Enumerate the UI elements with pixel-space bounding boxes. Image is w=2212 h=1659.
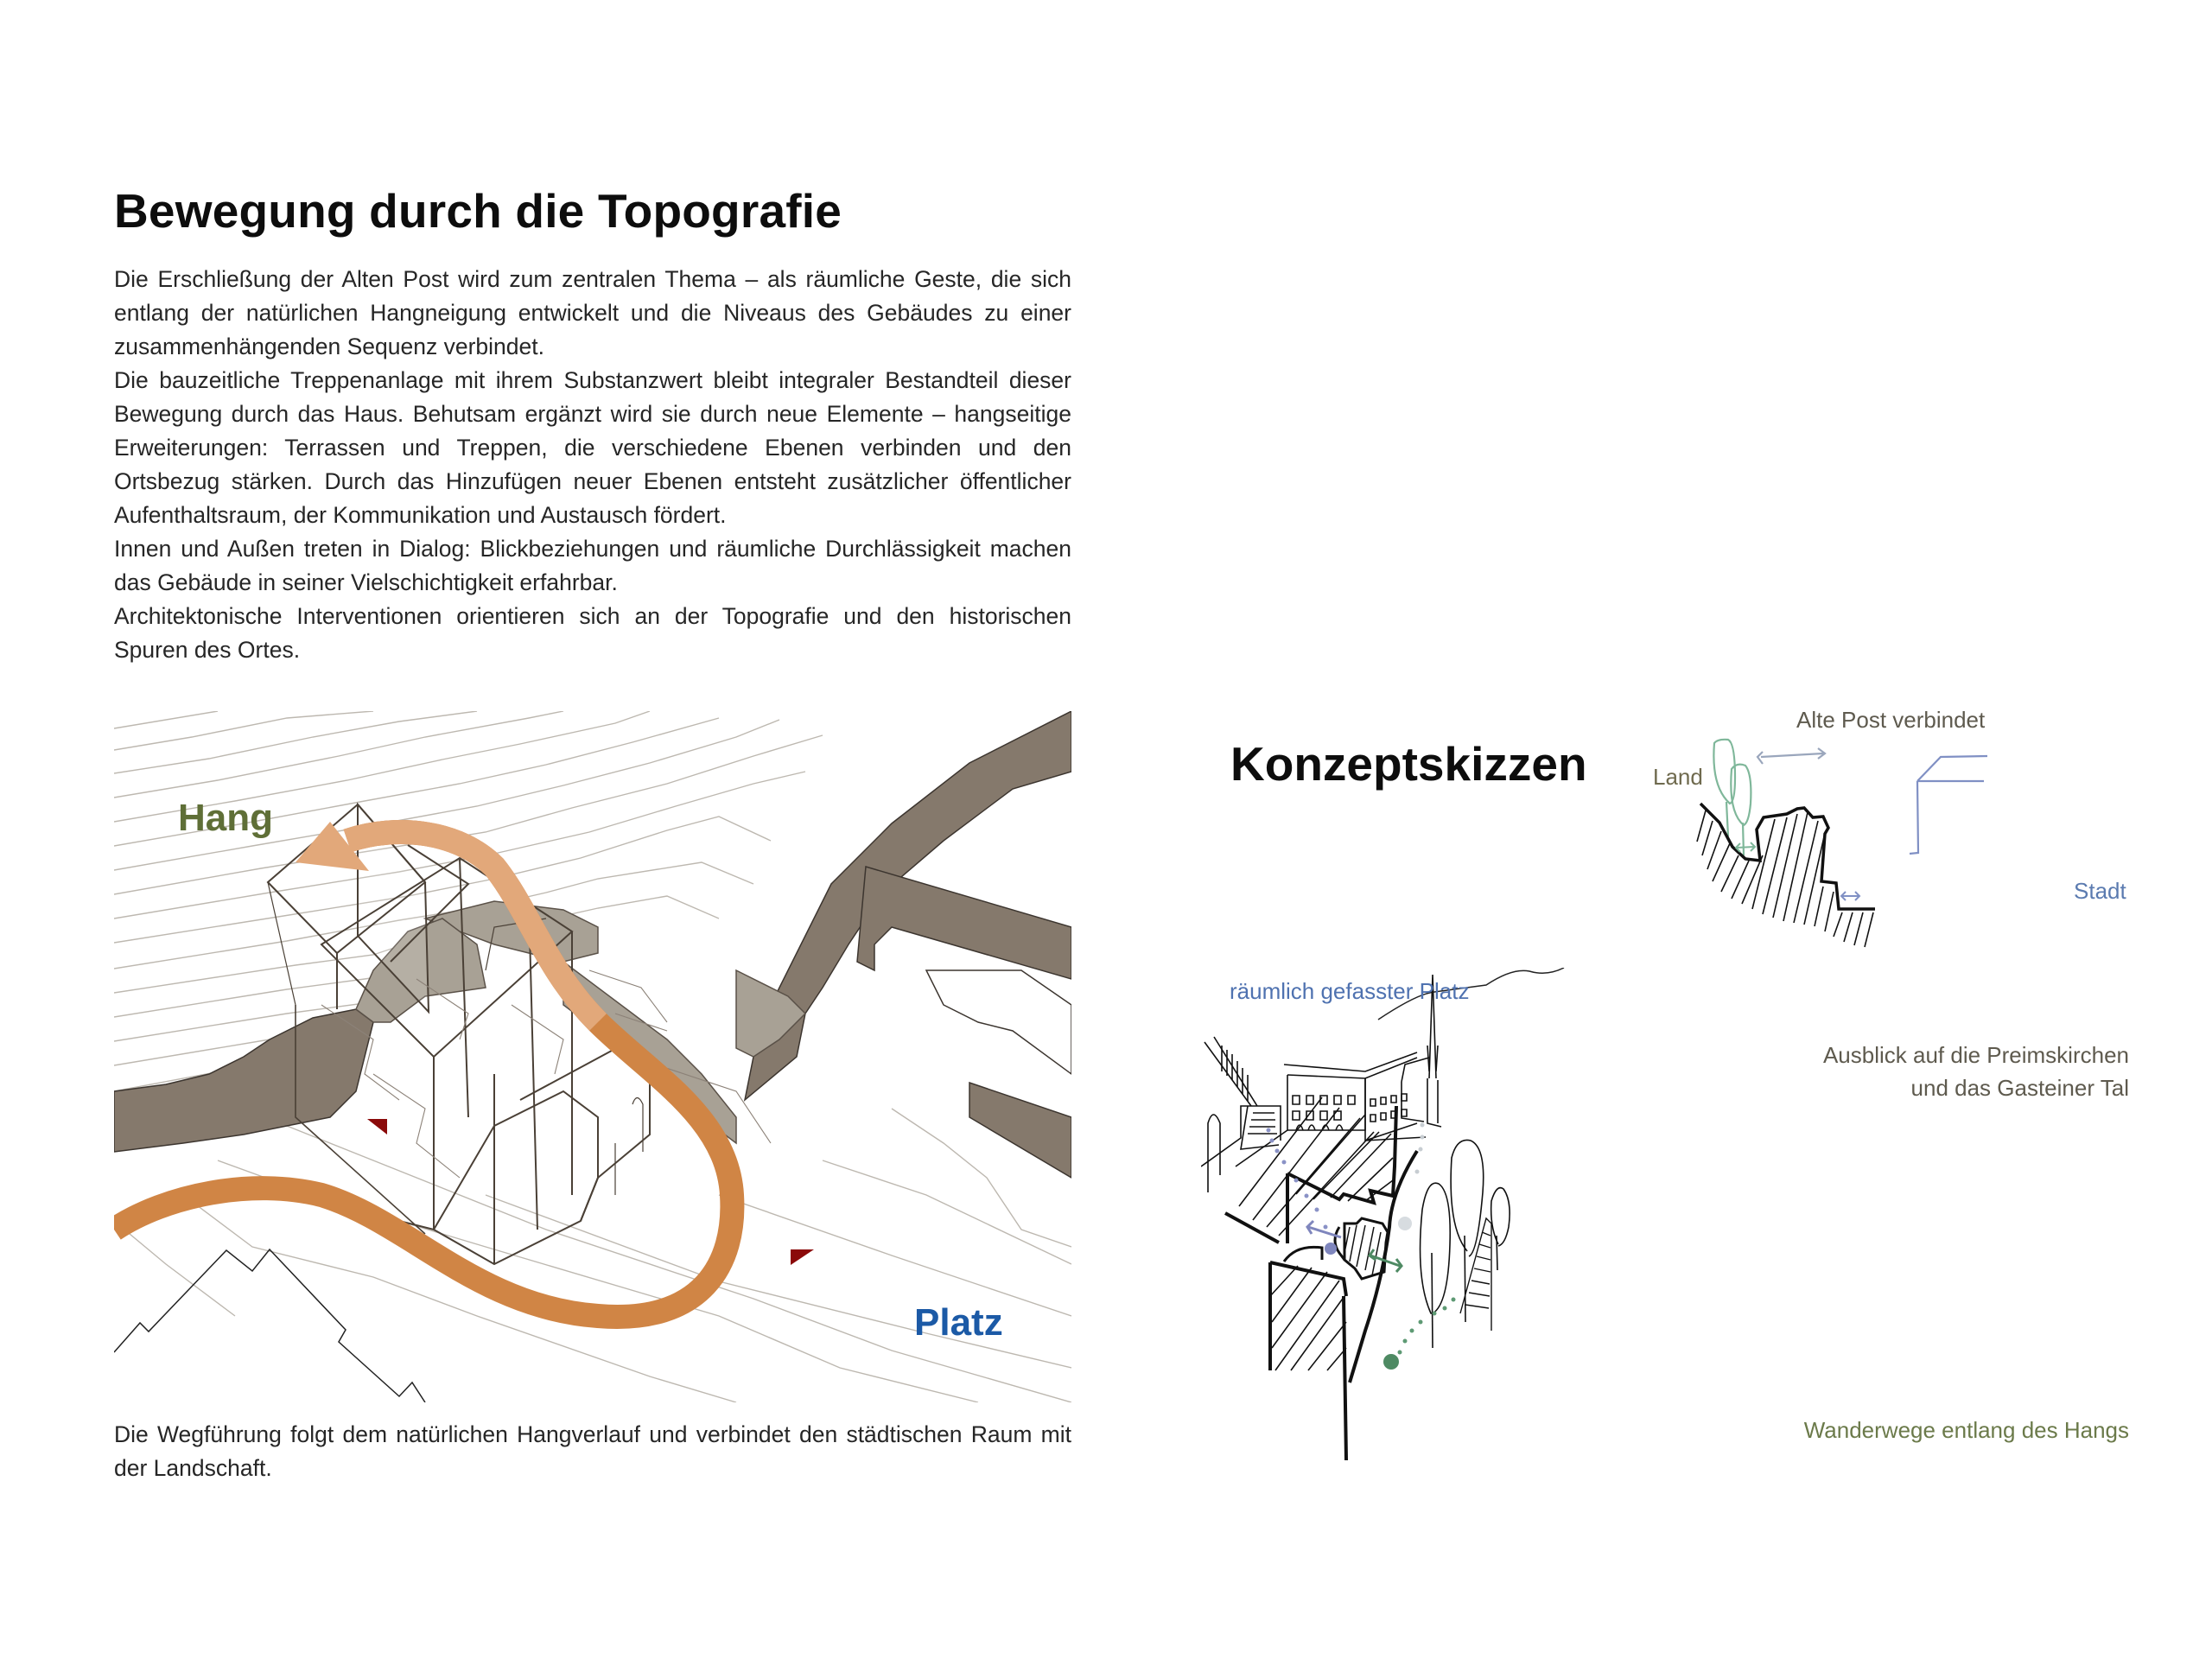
paragraph: Die Erschließung der Alten Post wird zum zentralen Thema – als räumliche Geste, die sich entlang der natürlichen Hangneigung entwickelt und die Niveaus des Gebäudes zu einer zusammenhängenden Sequenz verbindet. [114, 266, 1071, 359]
label-paths: Wanderwege entlang des Hangs [1803, 1417, 2129, 1443]
label-view-line1: Ausblick auf die Preimskirchen [1822, 1042, 2129, 1068]
label-alte-post: Alte Post verbindet [1796, 707, 1986, 733]
label-stadt: Stadt [2074, 878, 2126, 904]
connection-arrow [1758, 748, 1825, 764]
mountain-outline [114, 1249, 425, 1402]
house-outline [1910, 756, 1987, 854]
label-view-line2: und das Gasteiner Tal [1910, 1075, 2129, 1101]
paragraph: Architektonische Interventionen orientieren sich an der Topografie und den historischen Spuren des Ortes. [114, 603, 1071, 663]
label-platz-sketch: räumlich gefasster Platz [1230, 978, 1470, 1004]
page-title: Bewegung durch die Topografie [114, 184, 842, 238]
platz-arrow [1307, 1221, 1341, 1237]
town-square-sketch [1201, 1037, 1426, 1192]
concept-sketches-title: Konzeptskizzen [1230, 737, 1587, 791]
trees-sketch [1421, 1140, 1510, 1348]
entrance-marker [367, 1119, 387, 1135]
dotted-path-green [1383, 1298, 1456, 1370]
terrain-walls [114, 711, 1071, 1178]
label-land: Land [1653, 764, 1703, 790]
entrance-marker [791, 1249, 814, 1265]
hatched-block [1225, 1097, 1396, 1460]
stadt-arrow [1841, 892, 1859, 900]
hang-label: Hang [178, 797, 273, 839]
alte-post-building [1335, 1218, 1388, 1279]
diagram-caption: Die Wegführung folgt dem natürlichen Hangverlauf und verbindet den städtischen Raum mit der Landschaft. [114, 1421, 1071, 1481]
paragraph: Innen und Außen treten in Dialog: Blickbeziehungen und räumliche Durchlässigkeit machen das Gebäude in seiner Vielschichtigkeit erfahrbar. [114, 536, 1071, 595]
land-arrow [1736, 842, 1755, 852]
platz-label: Platz [914, 1301, 1003, 1344]
paragraph: Die bauzeitliche Treppenanlage mit ihrem Substanzwert bleibt integraler Bestandteil dieser Bewegung durch das Haus. Behutsam ergänzt wird sie durch neue Elemente – hangseitige Erweiterungen: Terrassen und Treppen, die verschiedene Ebenen verbinden und den Ortsbezug stärken. Durch das Hinzufügen neuer Ebenen entsteht zusätzlicher öffentlicher Aufenthaltsraum, der Kommunikation und Austausch fördert. [114, 367, 1071, 528]
intro-text [114, 263, 1071, 667]
